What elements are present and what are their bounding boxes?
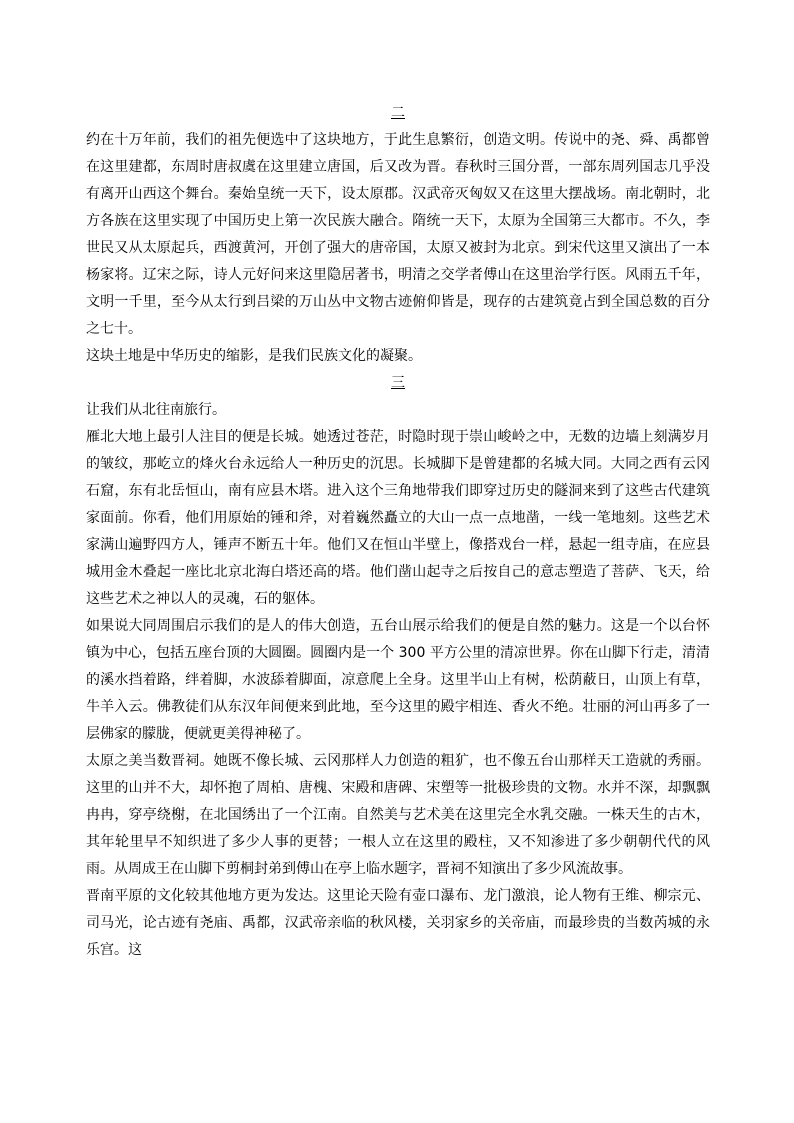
document-page — [86, 100, 710, 964]
paragraph-history: 约在十万年前，我们的祖先便选中了这块地方，于此生息繁衍，创造文明。传说中的尧、舜、禹都曾在这里建都，东周时唐叔虞在这里建立唐国，后又改为晋。春秋时三国分晋，一部东周列国志几乎没有离开山西这个舞台。秦始皇统一天下，设太原郡。汉武帝灭匈奴又在这里大摆战场。南北朝时，北方各族在这里实现了中国历史上第一次民族大融合。隋统一天下，太原为全国第三大都市。不久，李世民又从太原起兵，西渡黄河，开创了强大的唐帝国，太原又被封为北京。到宋代这里又演出了一本杨家将。辽宋之际，诗人元好问来这里隐居著书，明清之交学者傅山在这里治学行医。风雨五千年，文明一千里，至今从太行到吕梁的万山丛中文物古迹俯仰皆是，现存的古建筑竟占到全国总数的百分之七十。 — [86, 132, 710, 337]
paragraph-jinnan: 晋南平原的文化较其他地方更为发达。这里论天险有壶口瀑布、龙门激浪，论人物有王维、柳宗元、司马光，论古迹有尧庙、禹都，汉武帝亲临的秋风楼，关羽家乡的关帝庙，而最珍贵的当数芮城的永乐宫。这 — [86, 888, 710, 958]
paragraph-travel-intro: 让我们从北往南旅行。 — [86, 402, 226, 418]
paragraph-jinci: 太原之美当数晋祠。她既不像长城、云冈那样人力创造的粗犷，也不像五台山那样天工造就的秀丽。这里的山并不大，却怀抱了周柏、唐槐、宋殿和唐碑、宋塑等一批极珍贵的文物。水并不深，却飘飘冉冉，穿亭绕榭，在北国绣出了一个江南。自然美与艺术美在这里完全水乳交融。一株天生的古木，其年轮里早不知织进了多少人事的更替；一根人立在这里的殿柱，又不知渗进了多少朝朝代代的风雨。从周成王在山脚下剪桐封弟到傅山在亭上临水题字，晋祠不知演出了多少风流故事。 — [86, 753, 710, 877]
paragraph-yanbei: 雁北大地上最引人注目的便是长城。她透过苍茫，时隐时现于崇山峻岭之中，无数的边墙上刻满岁月的皱纹，那屹立的烽火台永远给人一种历史的沉思。长城脚下是曾建都的名城大同。大同之西有云冈石窟，东有北岳恒山，南有应县木塔。进入这个三角地带我们即穿过历史的隧洞来到了这些古代建筑家面前。你看，他们用原始的锤和斧，对着巍然矗立的大山一点一点地凿，一线一笔地刻。这些艺术家满山遍野四方人，锤声不断五十年。他们又在恒山半壁上，像搭戏台一样，悬起一组寺庙，在应县城用金木叠起一座比北京北海白塔还高的塔。他们凿山起寺之后按自己的意志塑造了菩萨、飞天，给这些艺术之神以人的灵魂，石的躯体。 — [86, 429, 710, 607]
section-heading-3: 三 — [391, 375, 405, 391]
paragraph-summary: 这块土地是中华历史的缩影，是我们民族文化的凝聚。 — [86, 348, 422, 364]
paragraph-wutaishan: 如果说大同周围启示我们的是人的伟大创造，五台山展示给我们的便是自然的魅力。这是一个以台怀镇为中心，包括五座台顶的大圆圈。圆圈内是一个 300 平方公里的清凉世界。你在山脚下行走，清清的溪水挡着路，绊着脚，水波舔着脚面，凉意爬上全身。这里半山上有树，松荫蔽日，山顶上有草，牛羊入云。佛教徒们从东汉年间便来到此地，至今这里的殿宇相连、香火不绝。壮丽的河山再多了一层佛家的朦胧，便就更美得神秘了。 — [86, 618, 710, 742]
section-heading-2: 二 — [391, 105, 405, 121]
